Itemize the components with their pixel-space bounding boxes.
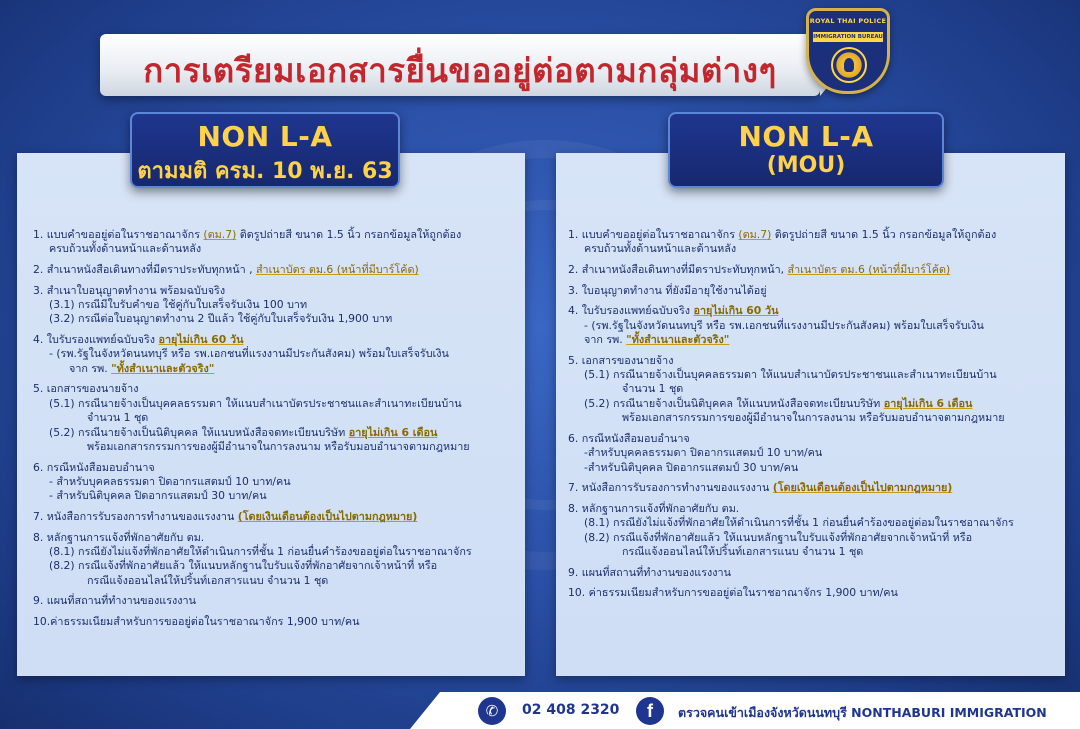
list-item: 6. กรณีหนังสือมอบอำนาจ -สำหรับบุคคลธรรมดา ปิดอากรแสตมป์ 10 บาท/คน -สำหรับนิติบุคคล ปิดอากรแสตมป์ 30 บาท/คน (568, 431, 823, 474)
police-badge-logo (806, 8, 890, 94)
right-header (668, 112, 944, 188)
facebook-page-name[interactable]: ตรวจคนเข้าเมืองจังหวัดนนทบุรี NONTHABURI IMMIGRATION (678, 705, 1047, 720)
facebook-icon: f (636, 697, 664, 725)
list-item: 4. ใบรับรองแพทย์ฉบับจริง อายุไม่เกิน 60 วัน - (รพ.รัฐในจังหวัดนนทบุรี หรือ รพ.เอกชนที่แรงงานมีประกันสังคม) พร้อมใบเสร็จรับเงิน จาก รพ. "ทั้งสำเนาและตัวจริง" (568, 304, 984, 346)
list-item: 10.ค่าธรรมเนียมสำหรับการขออยู่ต่อในราชอาณาจักร 1,900 บาท/คน (33, 615, 360, 629)
left-header (130, 112, 400, 188)
highlight: "ทั้งสำเนาและตัวจริง" (626, 333, 730, 346)
right-header-title: NON L-A (738, 120, 874, 153)
page-title: การเตรียมเอกสารยื่นขออยู่ต่อตามกลุ่มต่างๆ (143, 51, 777, 90)
list-item: 7. หนังสือการรับรองการทำงานของแรงงาน (โดยเงินเดือนต้องเป็นไปตามกฎหมาย) (33, 510, 418, 524)
list-item: 2. สำเนาหนังสือเดินทางที่มีตราประทับทุกหน้า , สำเนาบัตร ตม.6 (หน้าที่มีบาร์โค้ด) (33, 263, 419, 276)
left-header-subtitle: ตามมติ ครม. 10 พ.ย. 63 (137, 159, 393, 184)
left-header-title: NON L-A (197, 120, 333, 153)
list-item: 4. ใบรับรองแพทย์ฉบับจริง อายุไม่เกิน 60 วัน - (รพ.รัฐในจังหวัดนนทบุรี หรือ รพ.เอกชนที่แรงงานมีประกันสังคม) พร้อมใบเสร็จรับเงิน จาก รพ. "ทั้งสำเนาและตัวจริง" (33, 333, 449, 375)
list-item: 9. แผนที่สถานที่ทำงานของแรงงาน (33, 594, 196, 608)
left-requirements-list (33, 228, 518, 636)
badge-top-text: ROYAL THAI POLICE (809, 17, 887, 25)
title-banner (100, 34, 820, 96)
right-header-subtitle: (MOU) (766, 153, 846, 178)
highlight: "ทั้งสำเนาและตัวจริง" (111, 361, 215, 375)
highlight: อายุไม่เกิน 6 เดือน (348, 425, 438, 439)
list-item: 5. เอกสารของนายจ้าง (5.1) กรณีนายจ้างเป็นบุคคลธรรมดา ให้แนบสำเนาบัตรประชาชนและสำเนาทะเบียนบ้าน จำนวน 1 ชุด (5.2) กรณีนายจ้างเป็นนิติบุคคล ให้แนบหนังสือจดทะเบียนบริษัท อายุไม่เกิน 6 เดือน พร้อมเอกสารกรรมการของผู้มีอำนาจในการลงนาม หรือรับมอบอำนาจตามกฎหมาย (33, 382, 470, 454)
list-item: 1. แบบคำขออยู่ต่อในราชอาณาจักร (ตม.7) ติดรูปถ่ายสี ขนาด 1.5 นิ้ว กรอกข้อมูลให้ถูกต้อง ครบถ้วนทั้งด้านหน้าและด้านหลัง (33, 228, 462, 256)
highlight: อายุไม่เกิน 6 เดือน (883, 396, 973, 410)
list-item: 2. สำเนาหนังสือเดินทางที่มีตราประทับทุกหน้า, สำเนาบัตร ตม.6 (หน้าที่มีบาร์โค้ด) (568, 263, 951, 276)
highlight: (โดยเงินเดือนต้องเป็นไปตามกฎหมาย) (237, 510, 418, 524)
list-item: 8. หลักฐานการแจ้งที่พักอาศัยกับ ตม. (8.1) กรณียังไม่แจ้งที่พักอาศัยให้ดำเนินการที่ชั้น 1 ก่อนยื่นคำร้องขออยู่ต่อในราชอาณาจักร (8.2) กรณีแจ้งที่พักอาศัยแล้ว ให้แนบหลักฐานใบรับแจ้งที่พักอาศัยจากเจ้าหน้าที่ หรือ กรณีแจ้งออนไลน์ให้ปริ้นท์เอกสารแนบ จำนวน 1 ชุด (33, 530, 472, 587)
highlight: สำเนาบัตร ตม.6 (หน้าที่มีบาร์โค้ด) (255, 263, 419, 276)
highlight: (ตม.7) (738, 228, 772, 241)
phone-icon: ✆ (478, 697, 506, 725)
right-requirements-list (568, 228, 1058, 607)
list-item: 7. หนังสือการรับรองการทำงานของแรงงาน (โดยเงินเดือนต้องเป็นไปตามกฎหมาย) (568, 481, 953, 495)
highlight: สำเนาบัตร ตม.6 (หน้าที่มีบาร์โค้ด) (787, 263, 951, 276)
badge-middle-text: IMMIGRATION BUREAU (813, 34, 883, 40)
phone-number[interactable]: 02 408 2320 (522, 702, 620, 718)
list-item: 9. แผนที่สถานที่ทำงานของแรงงาน (568, 565, 731, 579)
list-item: 3. สำเนาใบอนุญาตทำงาน พร้อมฉบับจริง (3.1) กรณีมีใบรับคำขอ ใช้คู่กับใบเสร็จรับเงิน 100 บาท (3.2) กรณีต่อใบอนุญาตทำงาน 2 ปีแล้ว ใช้คู่กับใบเสร็จรับเงิน 1,900 บาท (33, 283, 393, 326)
list-item: 1. แบบคำขออยู่ต่อในราชอาณาจักร (ตม.7) ติดรูปถ่ายสี ขนาด 1.5 นิ้ว กรอกข้อมูลให้ถูกต้อง ครบถ้วนทั้งด้านหน้าและด้านหลัง (568, 228, 997, 256)
badge-emblem-icon (831, 47, 867, 83)
footer-contact-bar (440, 692, 1080, 729)
list-item: 10. ค่าธรรมเนียมสำหรับการขออยู่ต่อในราชอาณาจักร 1,900 บาท/คน (568, 586, 898, 600)
list-item: 3. ใบอนุญาตทำงาน ที่ยังมีอายุใช้งานได้อยู่ (568, 283, 767, 297)
highlight: อายุไม่เกิน 60 วัน (158, 333, 244, 346)
highlight: (ตม.7) (203, 228, 237, 241)
list-item: 8. หลักฐานการแจ้งที่พักอาศัยกับ ตม. (8.1) กรณียังไม่แจ้งที่พักอาศัยให้ดำเนินการที่ชั้น 1 ก่อนยื่นคำร้องขออยู่ต่อมในราชอาณาจักร (8.2) กรณีแจ้งที่พักอาศัยแล้ว ให้แนบหลักฐานใบรับแจ้งที่พักอาศัยจากเจ้าหน้าที่ หรือ กรณีแจ้งออนไลน์ให้ปริ้นท์เอกสารแนบ จำนวน 1 ชุด (568, 501, 1014, 559)
highlight: อายุไม่เกิน 60 วัน (693, 304, 779, 318)
list-item: 6. กรณีหนังสือมอบอำนาจ - สำหรับบุคคลธรรมดา ปิดอากรแสตมป์ 10 บาท/คน - สำหรับนิติบุคคล ปิดอากรแสตมป์ 30 บาท/คน (33, 460, 291, 503)
list-item: 5. เอกสารของนายจ้าง (5.1) กรณีนายจ้างเป็นบุคคลธรรมดา ให้แนบสำเนาบัตรประชาชนและสำเนาทะเบียนบ้าน จำนวน 1 ชุด (5.2) กรณีนายจ้างเป็นนิติบุคคล ให้แนบหนังสือจดทะเบียนบริษัท อายุไม่เกิน 6 เดือน พร้อมเอกสารกรรมการของผู้มีอำนาจในการลงนาม หรือรับมอบอำนาจตามกฎหมาย (568, 353, 1005, 425)
highlight: (โดยเงินเดือนต้องเป็นไปตามกฎหมาย) (772, 481, 953, 495)
